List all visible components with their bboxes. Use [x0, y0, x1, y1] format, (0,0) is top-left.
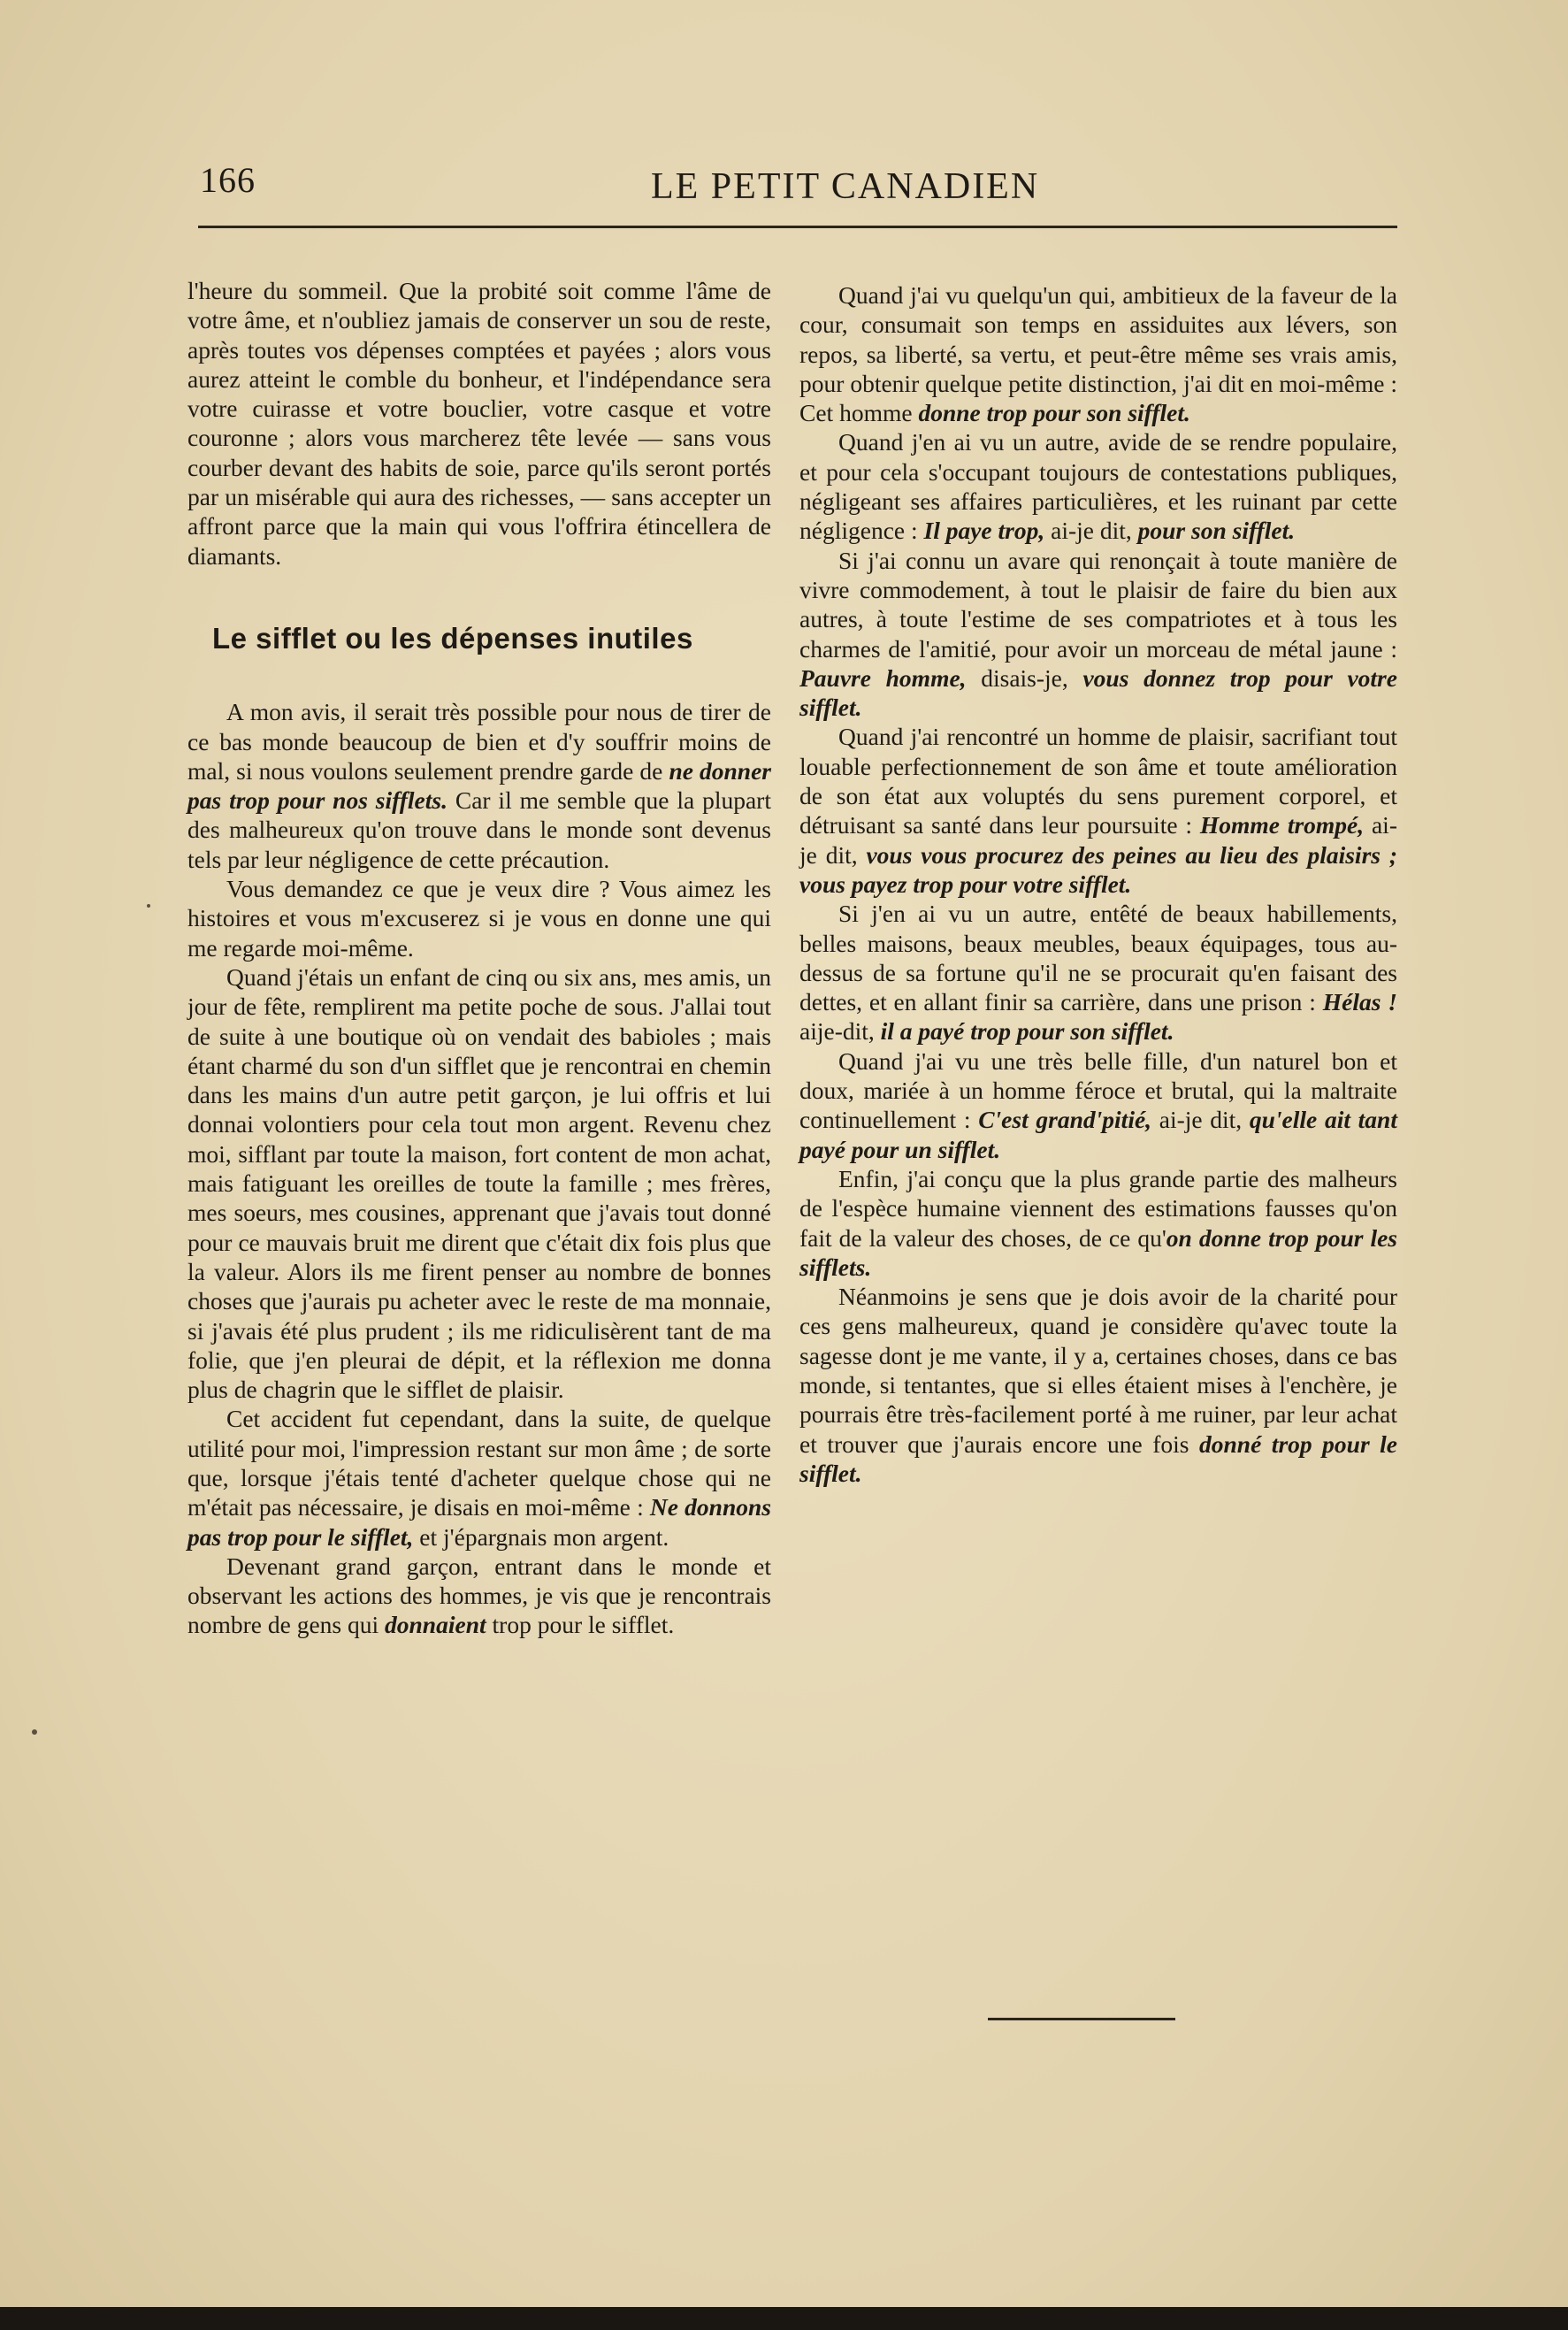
- paragraph: [187, 1404, 771, 1551]
- right-column: [799, 280, 1397, 1488]
- text-run: aije-dit,: [799, 1017, 881, 1046]
- paragraph: [799, 899, 1397, 1046]
- italic-text: ne donner pas trop pour nos sifflets.: [187, 756, 771, 815]
- paragraph: [799, 1282, 1397, 1488]
- italic-text: Homme trompé,: [1199, 811, 1365, 839]
- paragraph: [799, 1164, 1397, 1282]
- paragraph: [799, 427, 1397, 545]
- running-title: LE PETIT CANADIEN: [651, 166, 1040, 207]
- text-run: trop pour le sifflet.: [486, 1611, 675, 1639]
- paragraph: Quand j'étais un enfant de cinq ou six ans, mes amis, un jour de fête, remplirent ma petite poche de sous. J'allai tout de suite à une boutique où on vendait des babioles ; mais étant charmé du son d'un sifflet que je rencontrai en chemin dans les mains d'un autre petit garçon, je lui offris et lui donnai volontiers pour cela tout mon argent. Revenu chez moi, sifflant par toute la maison, fort content de mon achat, mais fatiguant les oreilles de toute la famille ; mes frères, mes soeurs, mes cousines, apprenant que j'avais tout donné pour ce mauvais bruit me dirent que c'était dix fois plus que la valeur. Alors ils me firent penser au nombre de bonnes choses que j'aurais pu acheter avec le reste de ma monnaie, si j'avais été plus prudent ; ils me ridiculisèrent tant de ma folie, que j'en pleurai de dépit, et la réflexion me donna plus de chagrin que le sifflet de plaisir.: [187, 962, 771, 1404]
- italic-text: vous donnez trop pour votre sifflet.: [799, 663, 1397, 722]
- page-number: 166: [200, 160, 256, 200]
- italic-text: donné trop pour le sifflet.: [799, 1429, 1397, 1487]
- text-run: ai-je dit,: [1044, 517, 1138, 545]
- italic-text: pour son sifflet.: [1137, 517, 1296, 545]
- italic-text: vous vous procurez des peines au lieu des plaisirs ; vous payez trop pour votre sifflet.: [799, 840, 1397, 898]
- section-title: Le sifflet ou les dépenses inutiles: [212, 621, 693, 655]
- text-run: A mon avis, il serait très possible pour nous de tirer de ce bas monde beaucoup de bien et d'y souffrir moins de mal, si nous voulons seulement prendre garde de: [187, 698, 771, 785]
- header-rule: [198, 226, 1397, 228]
- text-run: Quand j'ai rencontré un homme de plaisir, sacrifiant tout louable perfectionnement de son âme et toute amélioration de son état aux voluptés du sens purement corporel, et détruisant sa santé dans leur poursuite :: [799, 723, 1397, 839]
- text-run: Si j'en ai vu un autre, entêté de beaux habillements, belles maisons, beaux meubles, beaux équipages, tous au-dessus de sa fortune qu'il ne se procurait qu'en faisant des dettes, et en allant finir sa carrière, dans une prison :: [799, 900, 1397, 1016]
- text-run: Quand j'ai vu une très belle fille, d'un naturel bon et doux, mariée à un homme féroce et brutal, qui la maltraite continuellement :: [799, 1046, 1397, 1134]
- italic-text: qu'elle ait tant payé pour un sifflet.: [799, 1106, 1397, 1163]
- text-run: ai-je dit,: [1151, 1106, 1250, 1134]
- text-run: Néanmoins je sens que je dois avoir de la charité pour ces gens malheureux, quand je considère qu'avec toute la sagesse dont je me vante, il y a, certaines choses, dans ce bas monde, si tentantes, que si elles étaient mises à l'enchère, je pourrais être très-facilement porté à me ruiner, par leur achat et trouver que j'aurais encore une fois: [799, 1283, 1397, 1458]
- text-run: et j'épargnais mon argent.: [413, 1522, 669, 1551]
- paragraph: Vous demandez ce que je veux dire ? Vous aimez les histoires et vous m'excuserez si je vous en donne une qui me regarde moi-même.: [187, 875, 771, 962]
- text-run: disais-je,: [966, 663, 1083, 692]
- text-run: Car il me semble que la plupart des malheureux qu'on trouve dans le monde sont devenus tels par leur négligence de cette précaution.: [187, 786, 771, 873]
- end-rule: [988, 2018, 1175, 2020]
- text-run: Enfin, j'ai conçu que la plus grande partie des malheurs de l'espèce humaine viennent des estimations fausses qu'on fait de la valeur des choses, de ce qu': [799, 1164, 1397, 1252]
- italic-text: Hélas !: [1322, 988, 1397, 1016]
- paragraph: [799, 722, 1397, 899]
- ink-speck: [147, 904, 150, 908]
- italic-text: il a payé trop pour son sifflet.: [880, 1017, 1174, 1046]
- text-run: ai-je dit,: [799, 811, 1397, 869]
- italic-text: Pauvre homme,: [799, 663, 967, 692]
- italic-text: donne trop pour son sifflet.: [918, 399, 1190, 427]
- ink-speck: [32, 1729, 37, 1735]
- intro-paragraph: l'heure du sommeil. Que la probité soit comme l'âme de votre âme, et n'oubliez jamais de conserver un sou de reste, après toutes vos dépenses comptées et payées ; alors vous aurez atteint le comble du bonheur, et l'indépendance sera votre cuirasse et votre bouclier, votre casque et votre couronne ; alors vous marcherez tête levée — sans vous courber devant des habits de soie, parce qu'ils seront portés par un misérable qui aura des richesses, — sans accepter un affront parce que la main qui vous l'offrira étincellera de diamants.: [187, 277, 771, 570]
- italic-text: donnaient: [385, 1611, 486, 1639]
- italic-text: Ne donnons pas trop pour le sifflet,: [187, 1493, 771, 1551]
- text-run: Cet accident fut cependant, dans la suite, de quelque utilité pour moi, l'impression restant sur mon âme ; de sorte que, lorsque j'étais tenté d'acheter quelque chose qui ne m'était pas nécessaire, je disais en moi-même :: [187, 1405, 771, 1521]
- italic-text: C'est grand'pitié,: [978, 1106, 1152, 1134]
- scan-bottom-edge: [0, 2307, 1568, 2330]
- text-run: Devenant grand garçon, entrant dans le monde et observant les actions des hommes, je vis que je rencontrais nombre de gens qui: [187, 1552, 771, 1639]
- text-run: Quand j'en ai vu un autre, avide de se rendre populaire, et pour cela s'occupant toujours de contestations publiques, négligeant ses affaires particulières, et les ruinant par cette négligence :: [799, 428, 1397, 545]
- paragraph: [187, 1552, 771, 1640]
- paragraph: [799, 546, 1397, 723]
- paragraph: [799, 280, 1397, 427]
- paragraph: [187, 697, 771, 874]
- italic-text: Il paye trop,: [923, 517, 1045, 545]
- text-run: Si j'ai connu un avare qui renonçait à toute manière de vivre commodement, à tout le plaisir de faire du bien aux autres, à toute l'estime de ses compatriotes et à tous les charmes de l'amitié, pour avoir un morceau de métal jaune :: [799, 546, 1397, 663]
- left-column: [187, 276, 771, 1640]
- italic-text: on donne trop pour les sifflets.: [799, 1223, 1398, 1281]
- paragraph: [799, 1046, 1397, 1164]
- text-run: Quand j'ai vu quelqu'un qui, ambitieux de la faveur de la cour, consumait son temps en assiduites aux lévers, son repos, sa liberté, sa vertu, et peut-être même ses vrais amis, pour obtenir quelque petite distinction, j'ai dit en moi-même : Cet homme: [799, 281, 1397, 427]
